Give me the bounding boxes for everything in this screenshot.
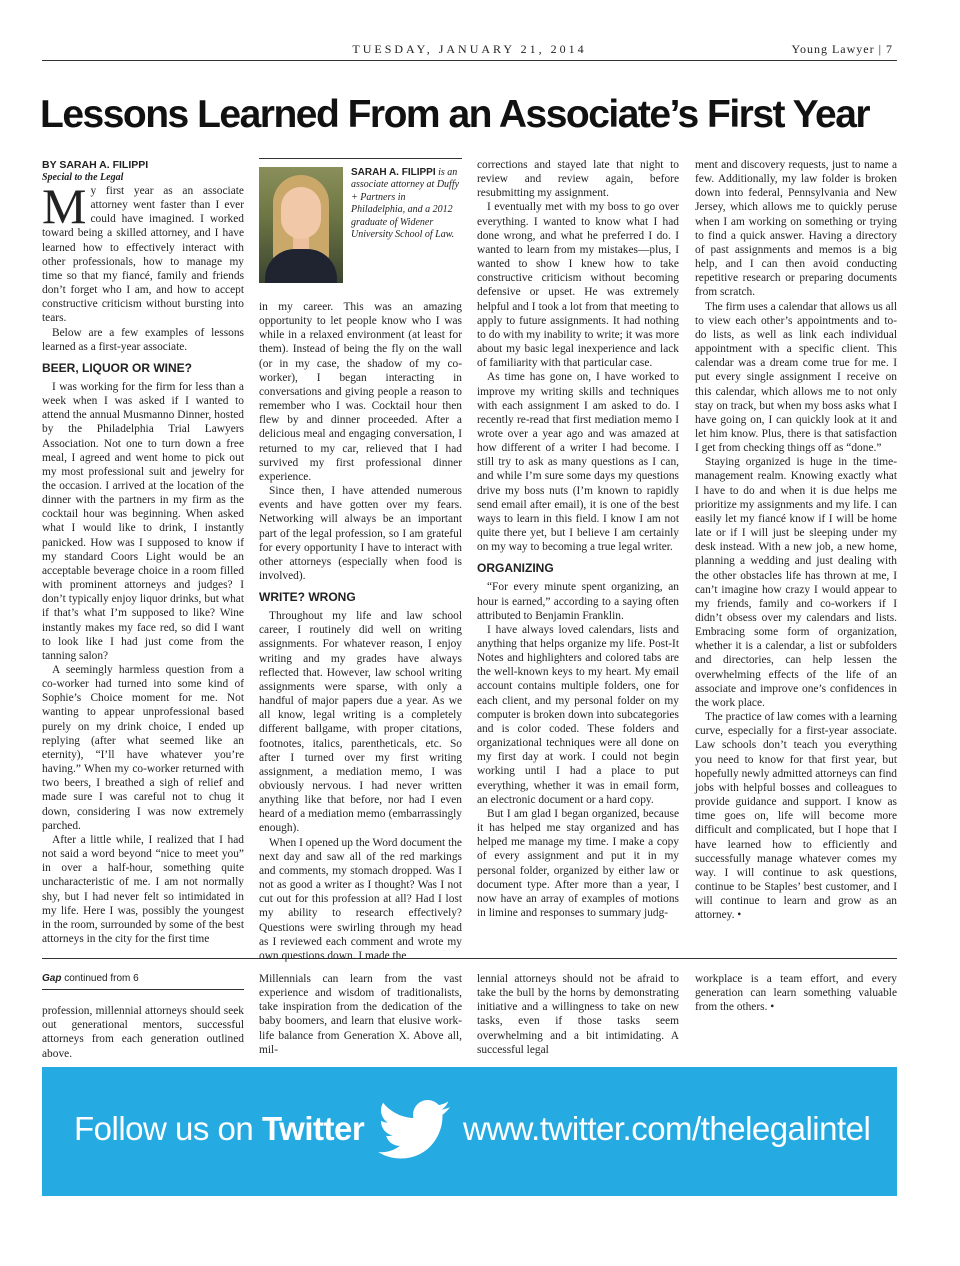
- article-column-3: [477, 158, 679, 920]
- twitter-banner[interactable]: [42, 1067, 897, 1196]
- paragraph: corrections and stayed late that night to review and review again, before resubmitting my assignment.: [477, 159, 679, 200]
- paragraph: After a little while, I realized that I had not said a word beyond “nice to meet you” in over a half-hour, something quite uncharacteristic of me. I am not normally shy, but I had never felt so intimidated in my life. Here I was, possibly the youngest in the room, surrounded by some of the best attorneys in the city for the first time: [42, 833, 244, 945]
- twitter-url-link[interactable]: www.twitter.com/thelegalintel: [463, 1110, 871, 1147]
- issue-date: TUESDAY, JANUARY 21, 2014: [352, 42, 587, 56]
- section-divider: [42, 958, 897, 959]
- drop-cap: M: [42, 178, 87, 234]
- gap-column-3: [477, 972, 679, 1057]
- paragraph: “For every minute spent organizing, an hour is earned,” according to a saying often attributed to Benjamin Franklin.: [477, 581, 679, 622]
- paragraph: As time has gone on, I have worked to improve my writing skills and techniques with each assignment I am asked to do. I recently re-read that first mediation memo I wrote over a year ago and was amazed at how different of a writer I had become. I still try to ask as many questions as I can, and while I’m sure some days my questions drive my boss nuts (I’m known to rapidly send email after email), it is one of the best ways to learn in this field. I know I am not quite there yet, but I believe I am certainly on my way to becoming a true legal writer.: [477, 371, 679, 554]
- article-column-2: [259, 300, 462, 963]
- continued-label: Gap continued from 6: [42, 972, 244, 990]
- paragraph: I have always loved calendars, lists and anything that helps organize my life. Post-It Notes and highlighters and colored tabs are the well-known keys to my heart. My email account contains multiple folders, one for each client, and my personal folder on my computer is broken down into subcategories and is color coded. These folders and organizational techniques were all done on my first day at work. I could not begin working until I had a place to put everything, whether it was in email form, an electronic document or a hard copy.: [477, 623, 679, 806]
- paragraph: profession, millennial attorneys should seek out generational mentors, successful attorneys from each generation outlined above.: [42, 1005, 244, 1060]
- page-header: [42, 38, 897, 61]
- paragraph: ment and discovery requests, just to name a few. Additionally, my law folder is broken down into federal, Pennsylvania and New Jersey, which allows me to quickly peruse when I am working on something or trying to find a quick answer. Having a directory of past assignments and memos is a big help, and I can then avoid conducting repetitive research or preparing documents from scratch.: [695, 159, 897, 299]
- paragraph: Since then, I have attended numerous events and have gotten over my fears. Networking will always be an important part of the legal profession, so I am grateful for every opportunity I have to interact with other attorneys (especially when food is involved).: [259, 485, 462, 582]
- subhead-write: WRITE? WRONG: [259, 590, 356, 605]
- gap-column-4: [695, 972, 897, 1014]
- paragraph: I was working for the firm for less than a week when I was asked if I wanted to attend the annual Musmanno Dinner, hosted by the Philadelphia Trial Lawyers Association. Not one to turn down a free meal, I agreed and went home to pick out my most professional suit and jewelry for the occasion. I arrived at the location of the dinner with the partners in my firm as the cocktail hour was beginning. When asked what I would like to drink, I instantly panicked. How was I supposed to know if my standard Coors Light would be an acceptable beverage choice in a room filled with prominent attorneys and judges? I don’t typically enjoy liquor drinks, but what if that’s what I’m supposed to like? Wine instantly makes my face red, so did I want to look like I had just come from the tanning salon?: [42, 380, 244, 662]
- paragraph: Millennials can learn from the vast experience and wisdom of traditionalists, take inspiration from the dedication of the baby boomers, and learn that elusive work-life balance from Generation X. Above all, mil-: [259, 973, 462, 1056]
- paragraph: workplace is a team effort, and every generation can learn something valuable from the others. •: [695, 973, 897, 1014]
- section-page-label: Young Lawyer | 7: [791, 42, 893, 56]
- subhead-beer: BEER, LIQUOR OR WINE?: [42, 360, 192, 375]
- paragraph: The firm uses a calendar that allows us all to view each other’s appointments and to-do lists, as well as link each individual appointment with a specific client. This calendar was a dream come true for me. I put every single assignment I receive on this calendar, which allows me to not only stay on track, but when my boss asks what I have going on, I can quickly look at it and let him know. Plus, there is that satisfaction I get from checking things off as “done.”: [695, 300, 897, 455]
- intro-paragraph-2: Below are a few examples of lessons learned as a first-year associate.: [42, 326, 244, 353]
- byline: BY SARAH A. FILIPPI: [42, 159, 149, 171]
- author-box: [259, 158, 462, 291]
- paragraph: in my career. This was an amazing opportunity to let people know who I was while in a relaxed environment (at least for them). Instead of being the fly on the wall (or in my case, the shadow of my co-worker), I began interacting in conversations and giving people a reason to remember who I was. Cocktail hour then flew by and dinner proceeded. After a delicious meal and engaging conversation, I returned to my car, relieved that I had survived my first professional dinner experience.: [259, 301, 462, 483]
- subhead-organizing: ORGANIZING: [477, 561, 554, 576]
- paragraph: When I opened up the Word document the next day and saw all of the red markings and comments, my stomach dropped. Was I not as good a writer as I thought? Was I not cut out for this profession at all? Had I lost my ability to research effectively? Questions were swirling through my head as I reviewed each comment and wrote my own questions down. I made the: [259, 836, 462, 962]
- author-bio: SARAH A. FILIPPI is an associate attorney at Duffy + Partners in Philadelphia, and a 2012 graduate of Widener University School of Law.: [351, 167, 460, 241]
- paragraph: A seemingly harmless question from a co-worker had turned into some kind of Sophie’s Choice moment for me. Not wanting to appear unprofessional based purely on my drink choice, I ended up replying (after what seemed like an eternity), “I’ll have whatever you’re having.” When my co-worker returned with two beers, I breathed a sigh of relief and made sure I was careful not to chug it down, considering I was now extremely parched.: [42, 664, 244, 832]
- twitter-bird-icon: [378, 1099, 450, 1161]
- paragraph: I eventually met with my boss to go over everything. I wanted to know what I had done wrong, and what he preferred I do. I wanted to learn from my mistakes—plus, I wanted to show I knew how to take constructive criticism without becoming defensive or upset. He was extremely helpful and I took a lot from that meeting to apply to future assignments. It had nothing to do with my inability to write; it was more about my basic legal inexperience and lack of familiarity with that particular case.: [477, 201, 679, 370]
- paragraph: Staying organized is huge in the time-management realm. Knowing exactly what I have to do and when it is due helps me prioritize my assignments and my life. I can easily let my fiancé know if I will be home late or if I will just be sleeping under my desk instead. With a new job, a new home, planning a wedding and just dealing with the other obstacles life has thrown at me, I can’t imagine how crazy I would appear to my friends, family and co-workers if I didn’t obsess over my calendars and lists. Embracing some form of organization, whether it is a calendar, a list or subfolders and directories, can help lessen the overwhelming effects of the life of an associate and improve one’s confidences in the work place.: [695, 456, 897, 709]
- byline-sub: Special to the Legal: [42, 172, 124, 183]
- gap-column-1: [42, 972, 244, 1061]
- author-photo: [259, 167, 343, 283]
- article-column-4: [695, 158, 897, 922]
- article-headline: Lessons Learned From an Associate’s First Year: [40, 93, 870, 136]
- author-name: SARAH A. FILIPPI: [351, 167, 436, 178]
- gap-column-2: [259, 972, 462, 1057]
- paragraph: lennial attorneys should not be afraid to take the bull by the horns by demonstrating initiative and a willingness to take on new tasks, even if those tasks seem overwhelming and a bit intimidating. A successful legal: [477, 973, 679, 1056]
- paragraph: Throughout my life and law school career, I routinely did well on writing assignments. For whatever reason, I enjoy writing and my grades have always reflected that. However, law school writing assignments were sparse, with only a handful of major papers due a year. As we all know, legal writing is a completely different ballgame, with proper citations, footnotes, italics, parentheticals, etc. So after I turned over my first writing assignment, a mediation memo, I was obviously nervous. I had never written anything like that before, nor had I even heard of a mediation memo (embarrassingly enough).: [259, 610, 462, 835]
- article-column-1: [42, 158, 244, 946]
- paragraph: The practice of law comes with a learning curve, especially for a first-year associate. Law schools don’t teach you everything you need to know for that first year, but hopefully newly admitted attorneys can find jobs with helpful bosses and colleagues to provide guidance and support. I know as time goes on, life will become more difficult and complicated, but I hope that I have learned how to efficiently and successfully manage whatever comes my way. I will continue to ask questions, continue to be Staples’ best customer, and I will continue to learn and grow as an attorney. •: [695, 711, 897, 922]
- follow-us-text: Follow us on Twitter: [74, 1110, 365, 1147]
- intro-paragraph: My first year as an associate attorney went faster than I ever could have imagined. I worked toward being a skilled attorney, and I have learned how to effectively interact with other professionals, how to manage my time so that my fiancé, family and friends don’t forget who I am, and how to accept constructive criticism without bursting into tears.: [42, 178, 244, 325]
- paragraph: But I am glad I began organized, because it has helped me stay organized and has helped me manage my time. I make a copy of every assignment and put it in my personal folder, organized by either law or document type. After more than a year, I now have an array of examples of motions in limine and responses to summary judg-: [477, 807, 679, 919]
